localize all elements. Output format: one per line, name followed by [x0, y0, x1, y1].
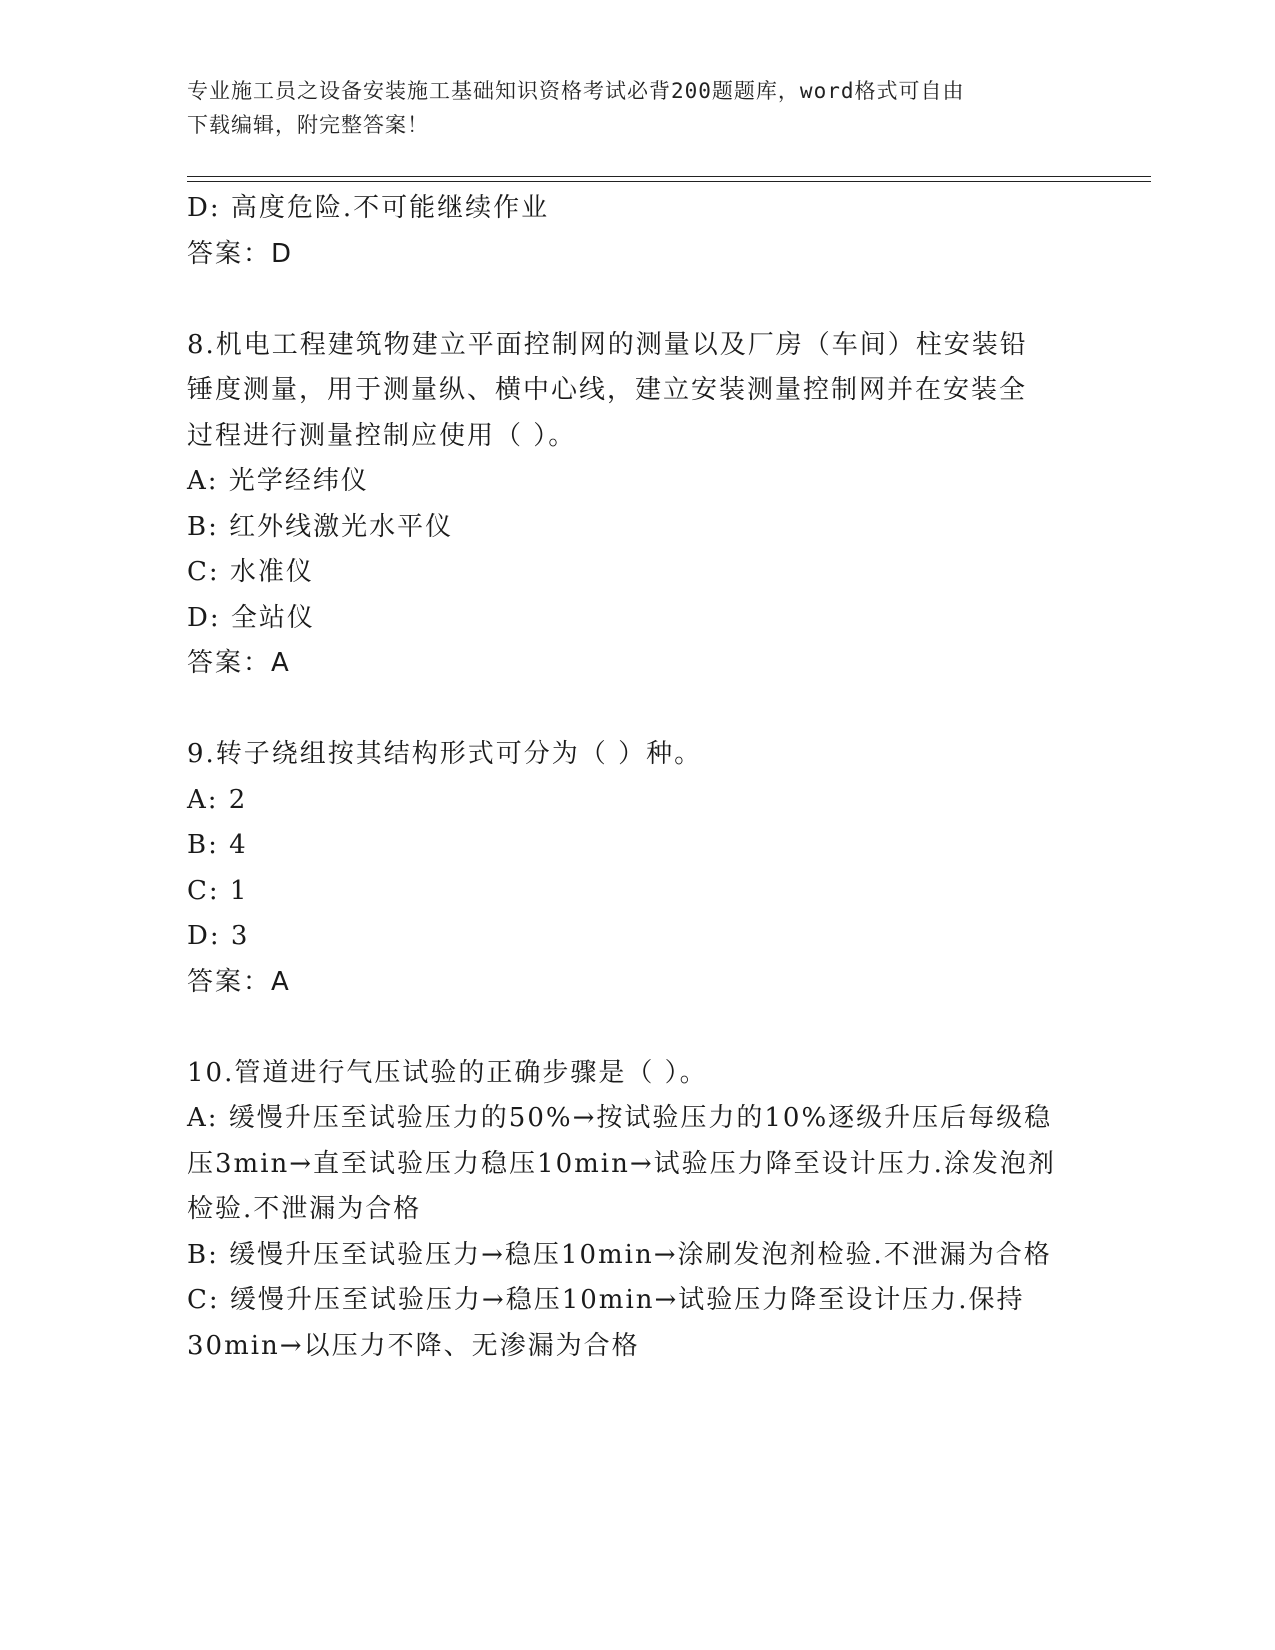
question-stem-line: 8.机电工程建筑物建立平面控制网的测量以及厂房（车间）柱安装铅: [187, 329, 1028, 360]
spacer: [187, 1005, 1087, 1051]
option-b: B: 缓慢升压至试验压力→稳压10min→涂刷发泡剂检验.不泄漏为合格: [187, 1239, 1052, 1270]
answer-line: 答案：A: [187, 966, 291, 997]
option-d: D: 全站仪: [187, 602, 315, 633]
option-c: C: 水准仪: [187, 557, 314, 587]
question-stem-line: 过程进行测量控制应使用（ ）。: [187, 420, 577, 451]
option-a: A: 光学经纬仪: [187, 466, 369, 496]
option-a-line: A: 缓慢升压至试验压力的50%→按试验压力的10%逐级升压后每级稳: [187, 1103, 1053, 1133]
option-b: B: 红外线激光水平仪: [187, 511, 454, 542]
spacer: [187, 277, 1087, 323]
question-10: [187, 1051, 1087, 1370]
spacer: [187, 687, 1087, 733]
option-c: C: 1: [187, 875, 249, 906]
option-a-line: 检验.不泄漏为合格: [187, 1194, 422, 1224]
option-d: D: 3: [187, 921, 250, 951]
question-stem-line: 10.管道进行气压试验的正确步骤是（ ）。: [187, 1057, 708, 1088]
header-divider-bottom: [187, 181, 1151, 182]
document-body: [187, 186, 1087, 1369]
header-divider-top: [187, 176, 1151, 177]
answer-line: 答案：D: [187, 238, 294, 269]
question-9: [187, 732, 1087, 1005]
answer-line: 答案：A: [187, 648, 291, 678]
question-7-tail: [187, 186, 1087, 277]
question-8: [187, 323, 1087, 687]
option-c-line: C: 缓慢升压至试验压力→稳压10min→试验压力降至设计压力.保持: [187, 1285, 1025, 1315]
header-line-2: 下载编辑，附完整答案！: [187, 113, 429, 137]
option-d: D: 高度危险.不可能继续作业: [187, 193, 550, 223]
question-stem-line: 9.转子绕组按其结构形式可分为（ ）种。: [187, 739, 703, 769]
option-c-line: 30min→以压力不降、无渗漏为合格: [187, 1330, 640, 1361]
document-header: [187, 74, 1067, 142]
question-stem-line: 锤度测量，用于测量纵、横中心线，建立安装测量控制网并在安装全: [187, 375, 1028, 405]
header-line-1: 专业施工员之设备安装施工基础知识资格考试必背200题题库，word格式可自由: [187, 79, 965, 103]
option-b: B: 4: [187, 830, 248, 860]
option-a: A: 2: [187, 784, 248, 815]
option-a-line: 压3min→直至试验压力稳压10min→试验压力降至设计压力.涂发泡剂: [187, 1148, 1056, 1179]
